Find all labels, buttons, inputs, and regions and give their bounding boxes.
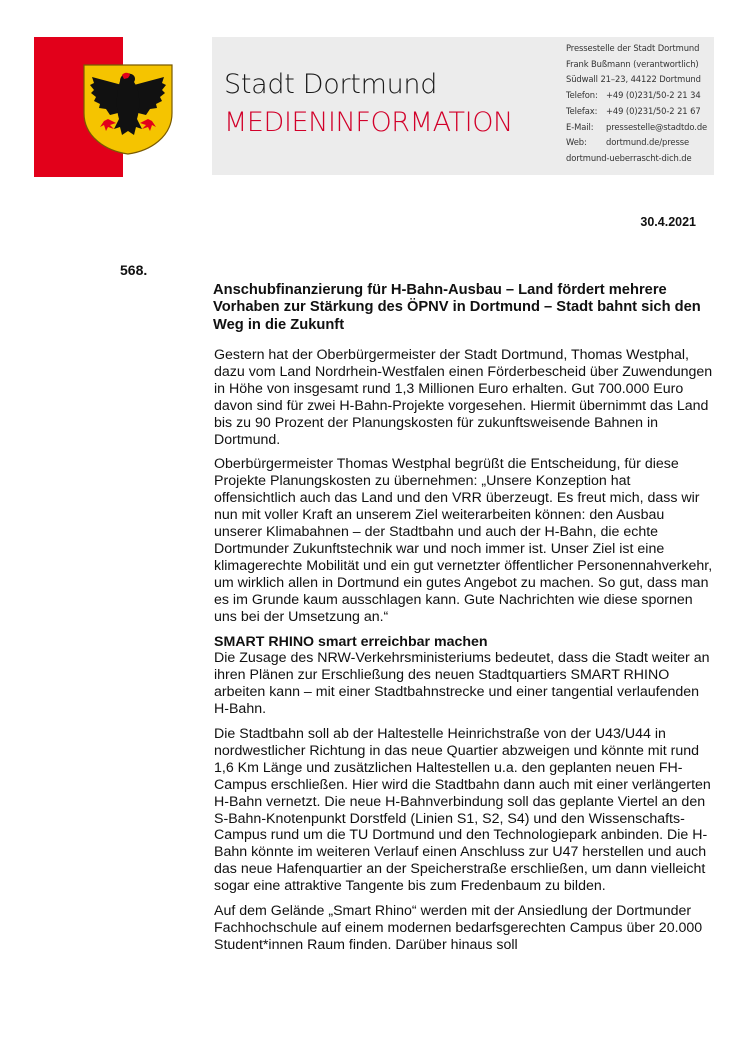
campaign-link[interactable]: dortmund-ueberrascht-dich.de	[566, 152, 692, 163]
city-name: Stadt Dortmund	[224, 69, 438, 100]
responsible-person: Frank Bußmann (verantwortlich)	[566, 58, 699, 69]
header-banner	[212, 37, 714, 175]
phone-label: Telefon:	[566, 90, 598, 101]
web-label: Web:	[566, 137, 587, 148]
fax-label: Telefax:	[566, 105, 598, 116]
address: Südwall 21–23, 44122 Dortmund	[566, 74, 701, 85]
email-row	[566, 120, 707, 136]
press-contact-block	[566, 41, 707, 167]
city-logo	[34, 37, 212, 177]
fax-row	[566, 104, 707, 120]
paragraph: Gestern hat der Oberbürgermeister der Stadt Dortmund, Thomas Westphal, dazu vom Land Nordrhein-Westfalen einen Förderbescheid über Zuwendungen in Höhe von insgesamt rund 1,3 Millionen Euro erhalten. Gut 700.000 Euro davon sind für zwei H-Bahn-Projekte vorgesehen. Hiermit übernimmt das Land bis zu 90 Prozent der Planungskosten für zukunftsweisende Bahnen in Dortmund.	[214, 347, 713, 448]
paragraph: Die Stadtbahn soll ab der Haltestelle Heinrichstraße von der U43/U44 in nordwestlicher Richtung in das neue Quartier abzweigen und könnte mit rund 1,6 Km Länge und zusätzlichen Haltestellen u.a. den geplanten neuen FH-Campus erschließen. Hier wird die Stadtbahn dann auch mit einer verlängerten H-Bahn vernetzt. Die neue H-Bahnverbindung soll das geplante Viertel an den S-Bahn-Knotenpunkt Dorstfeld (Linien S1, S2, S4) und den Wissenschafts-Campus rund um die TU Dortmund und den Technologiepark anbinden. Die H-Bahn könnte im weiteren Verlauf einen Anschluss zur U47 herstellen und auch das neue Hafenquartier an der Speicherstraße erschließen, um dann vielleicht sogar eine attraktive Tangente bis zum Fredenbaum zu bilden.	[214, 726, 711, 895]
document-type-title: MEDIENINFORMATION	[224, 107, 513, 138]
release-date: 30.4.2021	[640, 215, 696, 229]
fax-value: +49 (0)231/50-2 21 67	[606, 105, 701, 116]
phone-value: +49 (0)231/50-2 21 34	[606, 90, 701, 101]
paragraph: Auf dem Gelände „Smart Rhino“ werden mit der Ansiedlung der Dortmunder Fachhochschule auf einem modernen bedarfsgerechten Campus über 20.000 Student*innen Raum finden. Darüber hinaus soll	[214, 903, 703, 953]
web-row	[566, 135, 707, 151]
paragraph: Oberbürgermeister Thomas Westphal begrüßt die Entscheidung, für diese Projekte Planungskosten zu übernehmen: „Unsere Konzeption hat offensichtlich auch das Land und den VRR überzeugt. Es freut mich, dass wir nun mit voller Kraft an unserem Ziel weiterarbeiten können: den Ausbau unserer Klimabahnen – der Stadtbahn und auch der H-Bahn, die echte Dortmunder Zukunftstechnik war und noch immer ist. Unser Ziel ist eine klimagerechte Mobilität und ein gut vernetzter öffentlicher Personennahverkehr, um wirklich allen in Dortmund ein gutes Angebot zu machen. So gut, dass man es im Grunde kaum ausschlagen kann. Gute Nachrichten wie diese spornen uns bei der Umsetzung an.“	[214, 456, 713, 625]
email-label: E-Mail:	[566, 121, 594, 132]
dortmund-coat-of-arms-eagle-icon	[82, 63, 174, 155]
headline: Anschubfinanzierung für H-Bahn-Ausbau – Land fördert mehrere Vorhaben zur Stärkung des ÖPNV in Dortmund – Stadt bahnt sich den Weg in die Zukunft	[213, 282, 701, 333]
press-office: Pressestelle der Stadt Dortmund	[566, 43, 700, 53]
article-body	[214, 347, 714, 962]
web-link[interactable]: dortmund.de/presse	[606, 137, 690, 148]
email-link[interactable]: pressestelle@stadtdo.de	[606, 121, 708, 132]
phone-row	[566, 88, 707, 104]
release-number: 568.	[120, 262, 148, 278]
section-subheading: SMART RHINO smart erreichbar machen	[214, 633, 488, 650]
paragraph: Die Zusage des NRW-Verkehrsministeriums bedeutet, dass die Stadt weiter an ihren Plänen zur Erschließung des neuen Stadtquartiers SMART RHINO arbeiten kann – mit einer Stadtbahnstrecke und einer tangential verlaufenden H-Bahn.	[214, 650, 710, 718]
section-smart-rhino	[214, 634, 714, 719]
